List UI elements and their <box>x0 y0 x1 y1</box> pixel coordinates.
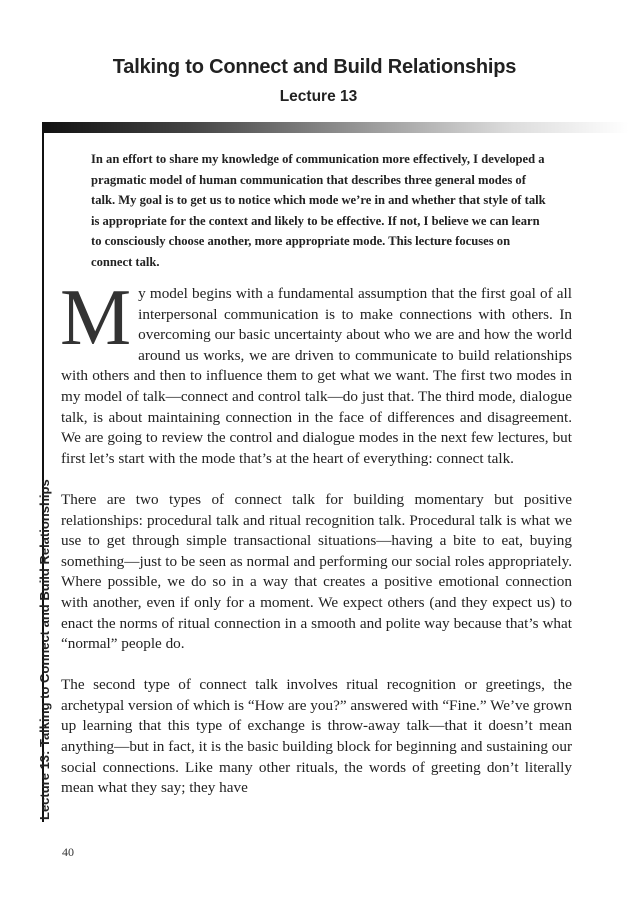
intro-summary: In an effort to share my knowledge of communication more effectively, I developed a pragmatic model of human communication that describes three general modes of talk. My goal is to get us to notice which mode we’re in and whether that style of talk is appropriate for the context and likely to be effective. If not, I believe we can learn to consciously choose another, more appropriate mode. This lecture focuses on connect talk. <box>91 152 546 269</box>
drop-cap: M <box>60 274 132 362</box>
page-number: 40 <box>62 845 74 859</box>
lecture-number: Lecture 13 <box>279 88 358 105</box>
paragraph-1-text: y model begins with a fundamental assumption that the first goal of all interpersonal communication is to make connections with others. In overcoming our basic uncertainty about who we are and how the world around us works, we are driven to communicate to build relationships with others and then to influence them to get what we want. The first two modes in my model of talk—connect and control talk—do just that. The third mode, dialogue talk, is about maintaining connection in the face of differences and disagreement. We are going to review the control and dialogue modes in the next few lectures, but first let’s start with the mode that’s at the heart of everything: connect talk. <box>61 285 572 467</box>
paragraph-2: There are two types of connect talk for building momentary but positive relationships: procedural talk and ritual recognition talk. Procedural talk is what we use to get through simple transactional situations—having a bite to eat, buying something—just to be seen as normal and performing our social roles appropriately. Where possible, we do so in a way that creates a positive emotional connection with another, even if only for a moment. We expect others (and they expect us) to enact the norms of ritual connection in a smooth and polite way because that’s what “normal” people do. <box>61 490 572 653</box>
paragraph-3: The second type of connect talk involves ritual recognition or greetings, the archetypal version of which is “How are you?” answered with “Fine.” We’ve grown up learning that this type of exchange is throw-away talk—that it doesn’t mean anything—but in fact, it is the basic building block for beginning and sustaining our social connections. Like many other rituals, the words of greeting don’t literally mean what they say; they have <box>61 676 572 797</box>
body-text <box>60 274 572 819</box>
page-title: Talking to Connect and Build Relationships <box>112 56 517 78</box>
header-gradient-bar <box>44 122 629 133</box>
side-running-head: Lecture 13: Talking to Connect and Build Relationships <box>37 479 52 820</box>
paragraph-1 <box>60 274 572 469</box>
